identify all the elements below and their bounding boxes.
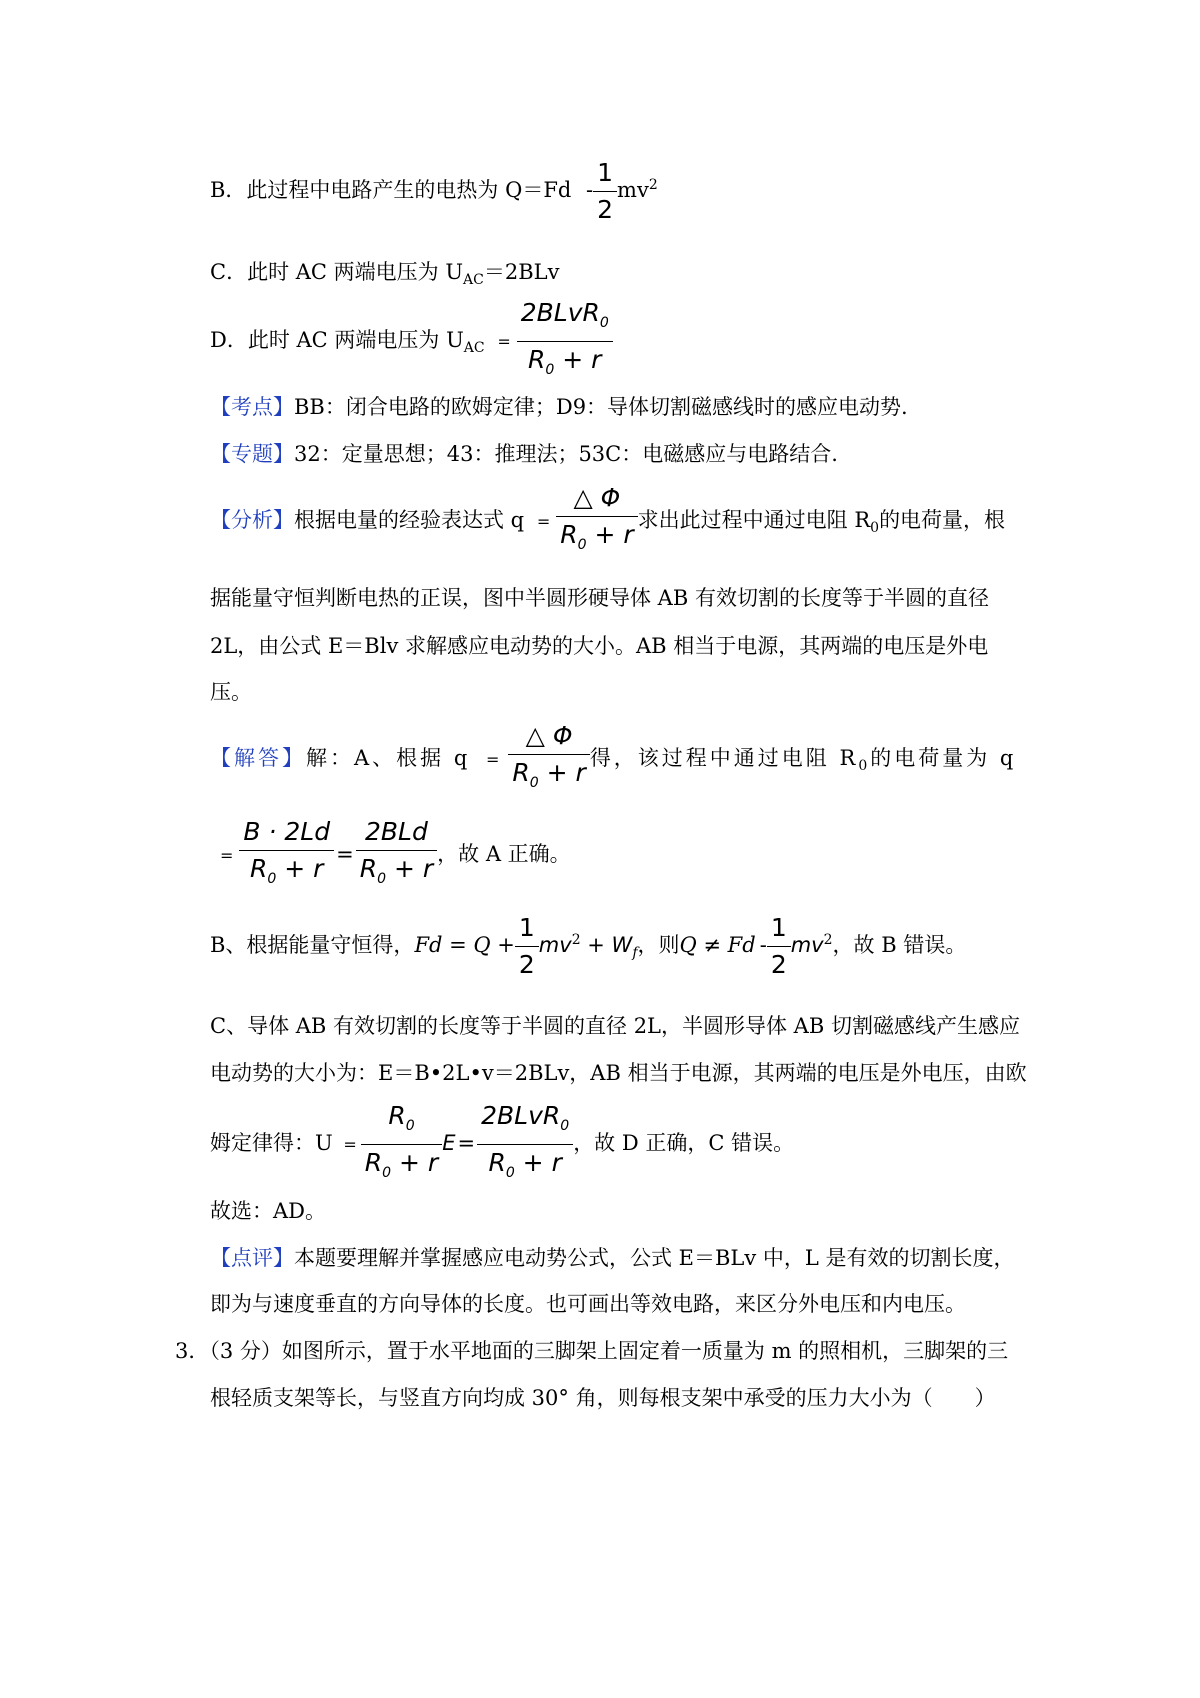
fraction: $\frac{\text{2BLd}}{R_0 + r}$ [356, 816, 437, 895]
fraction: $\frac{2BLvR_0}{R_0 + r}$ [477, 1100, 573, 1189]
minus-sign: - [586, 178, 594, 202]
fraction: $\frac{1}{2}$ [515, 912, 539, 981]
option-b-text: B．此过程中电路产生的电热为 Q＝Fd [210, 178, 572, 202]
zhuanti: 【专题】32：定量思想；43：推理法；53C：电磁感应与电路结合. [210, 442, 838, 466]
fraction: $\frac{1}{2}$ [767, 912, 791, 981]
dianping-line1: 【点评】本题要理解并掌握感应电动势公式，公式 E＝BLv 中，L 是有效的切割长度， [210, 1246, 1015, 1270]
jieda-line1: 【解答】解：A、根据 q = $\frac{\triangle \Phi}{R_0 + r}$ 得，该过程中通过电阻 $R_0$的电荷量为 q [210, 720, 1016, 799]
fenxi-tag: 【分析】 [210, 508, 294, 532]
kaodian-tag: 【考点】 [210, 395, 294, 419]
dianping-line2: 即为与速度垂直的方向导体的长度。也可画出等效电路，来区分外电压和内电压。 [210, 1292, 966, 1316]
kaodian: 【考点】BB：闭合电路的欧姆定律；D9：导体切割磁感线时的感应电动势. [210, 395, 908, 419]
jieda-c-line1: C、导体 AB 有效切割的长度等于半圆的直径 2L，半圆形导体 AB 切割磁感线产生感应 [210, 1014, 1020, 1038]
option-b: B．此过程中电路产生的电热为 Q＝Fd - $\frac{1}{2}$ $mv^2$ [210, 158, 658, 224]
fraction: $\frac{1}{2}$ [593, 157, 617, 226]
fraction: $\frac{B \cdot 2Ld}{R_0 + r}$ [239, 816, 334, 895]
jieda-c-line2: 电动势的大小为：E＝B•2L•v＝2BLv，AB 相当于电源，其两端的电压是外电压，由欧 [210, 1061, 1027, 1085]
fenxi-line1: 【分析】根据电量的经验表达式 q = $\frac{\triangle \Phi}{R_0 + r}$ 求出此过程中通过电阻 $R_0$的电荷量，根 [210, 482, 1005, 561]
question-3-line1: 3．（3 分）如图所示，置于水平地面的三脚架上固定着一质量为 m 的照相机，三脚架的三 [175, 1339, 1009, 1363]
fenxi-line2: 据能量守恒判断电热的正误，图中半圆形硬导体 AB 有效切割的长度等于半圆的直径 [210, 586, 989, 610]
zhuanti-tag: 【专题】 [210, 442, 294, 466]
fraction: $\frac{R_0}{R_0 + r}$ [361, 1100, 442, 1189]
fraction: $\frac{\triangle \Phi}{R_0 + r}$ [508, 720, 589, 799]
jieda-b: B、根据能量守恒得，Fd = Q + $\frac{1}{2}$ $mv^2 + W_f$，则Q ≠ Fd - $\frac{1}{2}$ $mv^2$，故 B 错误。 [210, 913, 967, 979]
option-d: D．此时 AC 两端电压为 $U_{AC}$ = $\frac{2BLvR_0}{R_0 + r}$ [210, 297, 613, 386]
jieda-choose: 故选：AD。 [210, 1199, 327, 1223]
fenxi-line4: 压。 [210, 680, 252, 704]
jieda-c-line3: 姆定律得：U = $\frac{R_0}{R_0 + r}$ E= $\frac{2BLvR_0}{R_0 + r}$ ，故 D 正确，C 错误。 [210, 1100, 794, 1189]
jieda-tag: 【解答】 [210, 746, 306, 770]
dianping-tag: 【点评】 [210, 1246, 294, 1270]
fraction: $\frac{\triangle \Phi}{R_0 + r}$ [556, 482, 637, 561]
jieda-line2: = $\frac{B \cdot 2Ld}{R_0 + r}$ = $\frac{\text{2BLd}}{R_0 + r}$ ，故 A 正确。 [210, 816, 571, 895]
option-c: C．此时 AC 两端电压为 $U_{AC}=2BLv$ [210, 260, 560, 289]
question-3-line2: 根轻质支架等长，与竖直方向均成 30° 角，则每根支架中承受的压力大小为（ ） [210, 1386, 996, 1410]
fenxi-line3: 2L，由公式 E＝Blv 求解感应电动势的大小。AB 相当于电源，其两端的电压是外电 [210, 634, 989, 658]
fraction: $\frac{2BLvR_0}{R_0 + r}$ [517, 297, 613, 386]
